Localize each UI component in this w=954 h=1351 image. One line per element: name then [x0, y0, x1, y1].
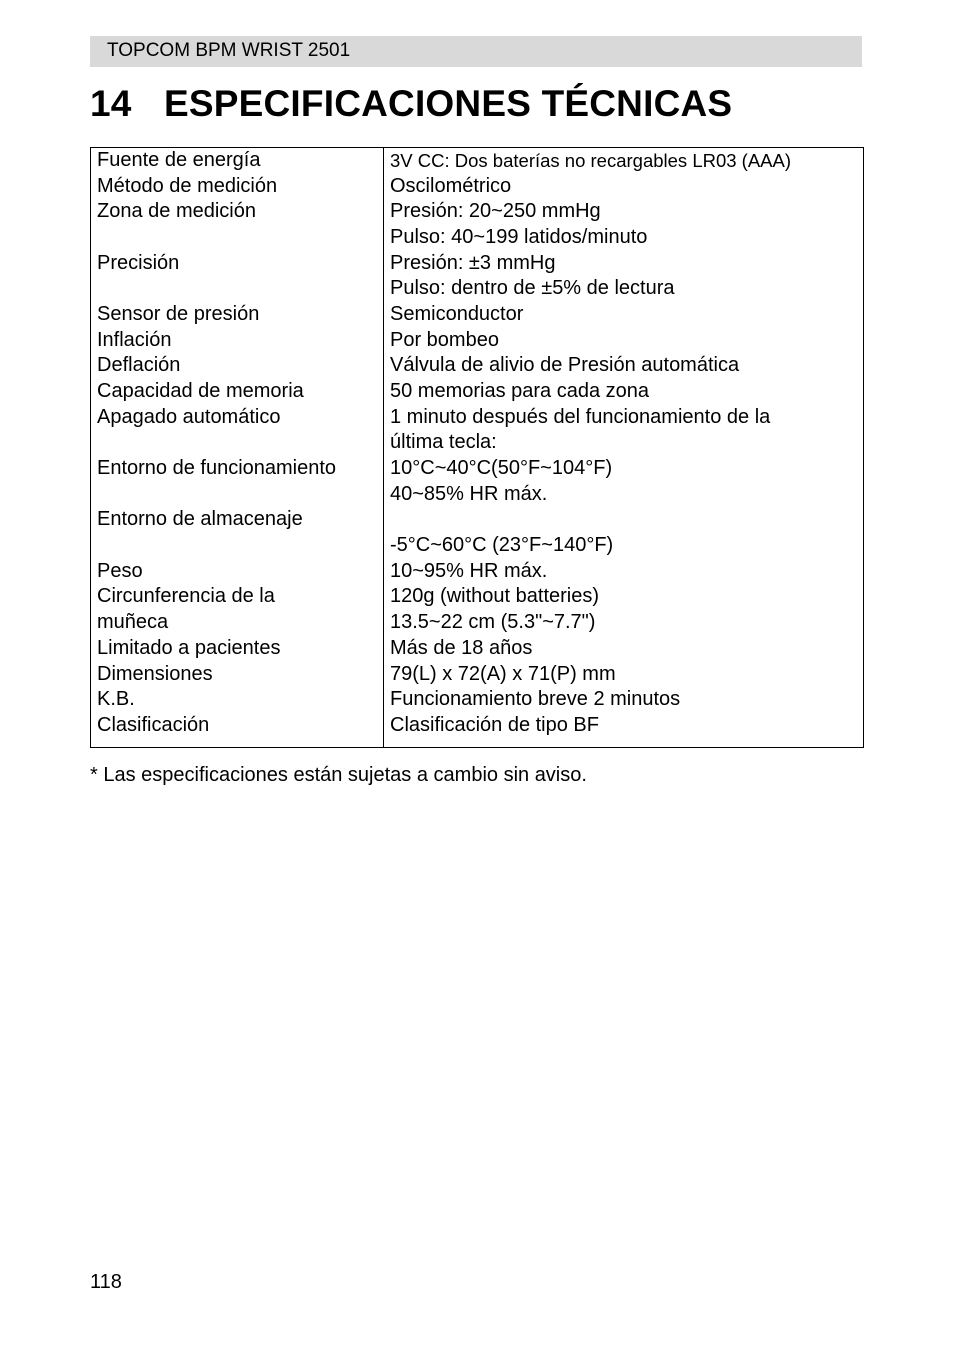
spec-value: Pulso: dentro de ±5% de lectura: [390, 277, 675, 299]
spec-value: 10~95% HR máx.: [390, 560, 548, 582]
spec-label: K.B.: [97, 688, 135, 710]
spec-label: Apagado automático: [97, 406, 281, 428]
spec-value: Clasificación de tipo BF: [390, 714, 599, 736]
section-title: ESPECIFICACIONES TÉCNICAS: [164, 83, 733, 124]
spec-label: Limitado a pacientes: [97, 637, 281, 659]
section-number: 14: [90, 83, 132, 124]
spec-value: 40~85% HR máx.: [390, 483, 548, 505]
spec-value: Funcionamiento breve 2 minutos: [390, 688, 681, 710]
spec-label: Circunferencia de la: [97, 585, 275, 607]
specifications-table: [90, 147, 864, 748]
spec-value-text: 3V CC: Dos baterías no recargables LR03 (AAA): [390, 150, 792, 171]
running-header: [90, 36, 862, 67]
spec-value: 120g (without batteries): [390, 585, 600, 607]
spec-value: 13.5~22 cm (5.3"~7.7"): [390, 611, 596, 633]
spec-value: 10°C~40°C(50°F~104°F): [390, 457, 613, 479]
spec-value: 79(L) x 72(A) x 71(P) mm: [390, 663, 616, 685]
spec-label: Sensor de presión: [97, 303, 260, 325]
section-heading: [90, 83, 732, 125]
spec-value: Más de 18 años: [390, 637, 533, 659]
spec-label: Entorno de almacenaje: [97, 508, 303, 530]
spec-label: Entorno de funcionamiento: [97, 457, 337, 479]
spec-label: Método de medición: [97, 175, 278, 197]
spec-label: Peso: [97, 560, 143, 582]
spec-value: 1 minuto después del funcionamiento de la: [390, 406, 771, 428]
spec-label: Deflación: [97, 354, 181, 376]
column-divider: [383, 148, 384, 747]
spec-value: Presión: ±3 mmHg: [390, 252, 556, 274]
running-header-title: TOPCOM BPM WRIST 2501: [107, 40, 351, 61]
spec-value: última tecla:: [390, 431, 497, 453]
spec-label: muñeca: [97, 611, 169, 633]
spec-label: Precisión: [97, 252, 180, 274]
spec-label: Capacidad de memoria: [97, 380, 304, 402]
spec-value: Por bombeo: [390, 329, 499, 351]
spec-value: Semiconductor: [390, 303, 524, 325]
spec-value: Presión: 20~250 mmHg: [390, 200, 601, 222]
page-number: 118: [90, 1271, 122, 1293]
footnote: * Las especificaciones están sujetas a cambio sin aviso.: [90, 764, 587, 786]
spec-label: Dimensiones: [97, 663, 213, 685]
spec-value: -5°C~60°C (23°F~140°F): [390, 534, 614, 556]
spec-label: Fuente de energía: [97, 149, 261, 171]
spec-label: Inflación: [97, 329, 172, 351]
spec-label: Clasificación: [97, 714, 210, 736]
spec-value: Oscilométrico: [390, 175, 512, 197]
spec-label: Zona de medición: [97, 200, 256, 222]
spec-value: 50 memorias para cada zona: [390, 380, 650, 402]
spec-value: Pulso: 40~199 latidos/minuto: [390, 226, 648, 248]
spec-value: Válvula de alivio de Presión automática: [390, 354, 740, 376]
spec-value: [390, 148, 860, 175]
